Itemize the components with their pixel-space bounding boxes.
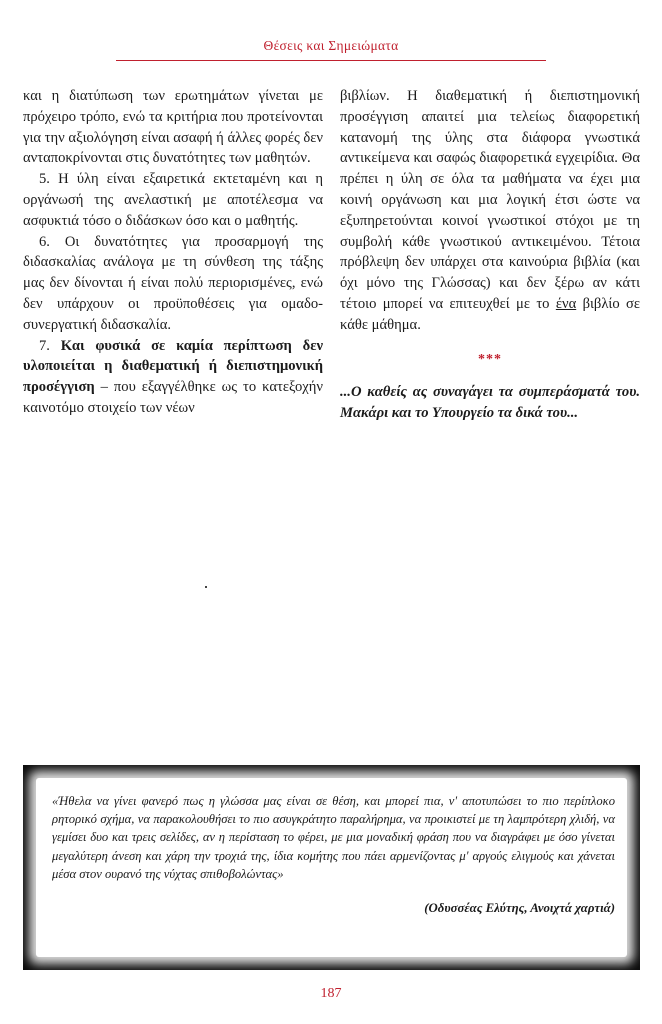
paragraph-point-5: 5. Η ύλη είναι εξαιρετικά εκτεταμένη και η οργάνωσή της ανελαστική με αποτέλεσμα να ασφυκτιά τόσο ο διδάσκων όσο και ο μαθητής. <box>23 171 323 229</box>
paragraph-text-before: βιβλίων. Η διαθεματική ή διεπιστημονική προσέγγιση απαιτεί μια τελείως διαφορετική κατανομή της ύλης στα διάφορα γνωστικά αντικείμενα και σαφώς διαφορετικά εγχειρίδια. Θα πρέπει η ύλη σε όλα τα μαθήματα να έχει μια κοινή οργάνωση και μια λογική έτσι ώστε να εξυπηρετούνται κοινοί γνωστικοί στόχοι με τη συμβολή κάθε γνωστικού αντικειμένου. Τέτοια πρόβλεψη δεν υπάρχει στα καινούρια βιβλία (και όχι μόνο της Γλώσσας) και δεν ξέρω αν κάτι τέτοιο μπορεί να επιτευχθεί με το <box>340 88 640 312</box>
right-column <box>340 86 640 424</box>
paragraph-crossdisciplinary <box>340 86 640 336</box>
left-column <box>23 86 323 419</box>
quote-text: «Ήθελα να γίνει φανερό πως η γλώσσα μας είναι σε θέση, και μπορεί πια, ν' αποτυπώσει το πιο περίπλοκο ρητορικό σχήμα, να παρακολουθήσει το πιο ασυγκράτητο παραλήρημα, να προικιστεί με τη λαμπρότερη χλιδή, να γεμίσει δυο και τρεις σελίδες, αν η περίσταση το φέρει, με μια μοναδική φράση που να διαγράφει με όσο γίνεται μεγαλύτερη άνεση και χάρη την τροχιά της, ίδια κομήτης που πάει αρμενίζοντας μ' αργούς ελιγμούς και χάνεται μέσα στον ουρανό της νύχτας σπιθοβολώντας» <box>52 794 615 881</box>
point-7-rest-text: – που εξαγγέλθηκε ως το κατεξοχήν καινοτόμο στοιχείο των νέων <box>23 379 323 416</box>
point-7-bold-text: Και φυσικά σε καμία περίπτωση δεν υλοποιείται η διαθεματική ή διεπιστημονική προσέγγιση <box>23 337 323 396</box>
running-header: Θέσεις και Σημειώματα <box>263 38 399 53</box>
underlined-word: ένα <box>555 295 577 312</box>
header-rule <box>116 60 546 61</box>
quote-inner <box>36 778 627 957</box>
quote-attribution: (Οδυσσέας Ελύτης, Ανοιχτά χαρτιά) <box>424 901 615 916</box>
page-number: 187 <box>320 986 342 1001</box>
quote-box <box>23 765 640 970</box>
paragraph-text-after: βιβλίο σε κάθε μάθημα. <box>340 295 640 333</box>
closing-remark: ...Ο καθείς ας συναγάγει τα συμπεράσματά του. Μακάρι και το Υπουργείο τα δικά του... <box>340 384 640 422</box>
point-7-number: 7. <box>39 337 50 354</box>
section-separator: *** <box>478 351 502 367</box>
paragraph-point-7 <box>23 336 323 419</box>
paragraph-point-6: 6. Οι δυνατότητες για προσαρμογή της διδασκαλίας ανάλογα με τη σύνθεση της τάξης μας δεν δίνονται ή είναι πολύ περιορισμένες, ενώ δεν υπάρχουν οι προϋποθέσεις για ομαδο-συνεργατική διδασκαλία. <box>23 233 323 333</box>
paragraph-continuation: και η διατύπωση των ερωτημάτων γίνεται με πρόχειρο τρόπο, ενώ τα κριτήρια που προτείνονται για την αξιολόγηση είναι ασαφή ή άλλες φορές δεν ανταποκρίνονται στις δυνατότητες των μαθητών. <box>23 88 323 167</box>
stray-dot <box>205 586 207 588</box>
